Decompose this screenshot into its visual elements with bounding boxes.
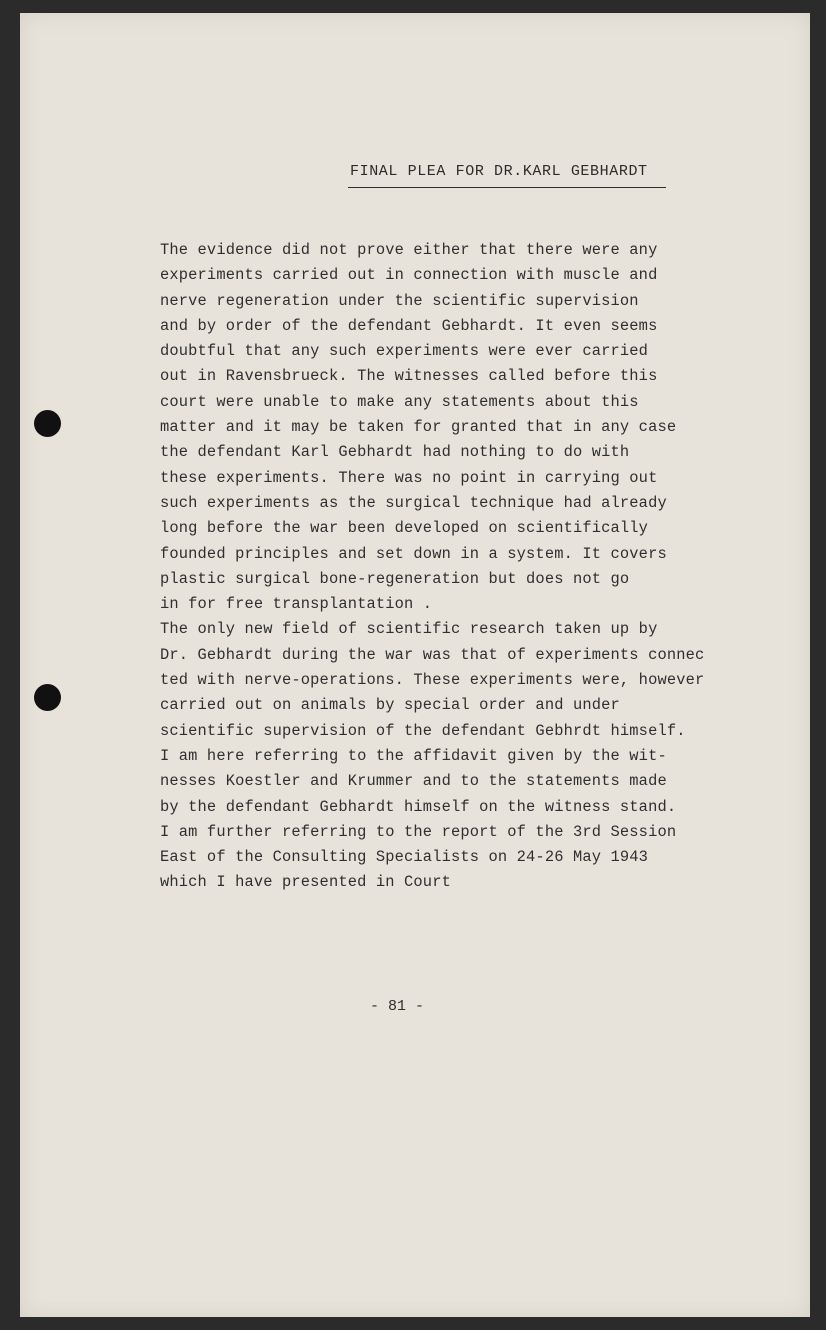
- text-line: plastic surgical bone-regeneration but does not go: [160, 569, 630, 588]
- text-line: by the defendant Gebhardt himself on the witness stand.: [160, 797, 677, 816]
- text-line: East of the Consulting Specialists on 24-26 May 1943: [160, 848, 649, 867]
- text-line: court were unable to make any statements about this: [160, 392, 639, 411]
- body-text: [160, 238, 760, 896]
- text-line: such experiments as the surgical technique had already: [160, 493, 667, 512]
- page-number: - 81 -: [370, 998, 425, 1015]
- text-line: long before the war been developed on scientifically: [160, 519, 649, 538]
- text-line: doubtful that any such experiments were ever carried: [160, 342, 649, 361]
- text-line: which I have presented in Court: [160, 873, 451, 892]
- document-page: [20, 13, 810, 1317]
- punch-hole: [34, 684, 61, 711]
- text-line: I am further referring to the report of the 3rd Session: [160, 822, 677, 841]
- text-line: matter and it may be taken for granted that in any case: [160, 418, 677, 437]
- text-line: nesses Koestler and Krummer and to the statements made: [160, 772, 667, 791]
- text-line: ted with nerve-operations. These experiments were, however: [160, 671, 705, 690]
- text-line: Dr. Gebhardt during the war was that of experiments connec: [160, 645, 705, 664]
- text-line: The only new field of scientific research taken up by: [160, 620, 658, 639]
- text-line: founded principles and set down in a system. It covers: [160, 544, 667, 563]
- title-underline: [348, 187, 666, 188]
- punch-hole: [34, 410, 61, 437]
- text-line: the defendant Karl Gebhardt had nothing to do with: [160, 443, 630, 462]
- text-line: nerve regeneration under the scientific supervision: [160, 291, 639, 310]
- document-title: FINAL PLEA FOR DR.KARL GEBHARDT: [350, 163, 648, 180]
- text-line: scientific supervision of the defendant Gebhrdt himself.: [160, 721, 686, 740]
- text-line: in for free transplantation .: [160, 595, 433, 614]
- text-line: The evidence did not prove either that there were any: [160, 241, 658, 259]
- text-line: out in Ravensbrueck. The witnesses called before this: [160, 367, 658, 386]
- text-line: I am here referring to the affidavit given by the wit-: [160, 746, 667, 765]
- text-line: these experiments. There was no point in carrying out: [160, 468, 658, 487]
- text-line: carried out on animals by special order and under: [160, 696, 620, 715]
- text-line: experiments carried out in connection with muscle and: [160, 266, 658, 285]
- text-line: and by order of the defendant Gebhardt. It even seems: [160, 316, 658, 335]
